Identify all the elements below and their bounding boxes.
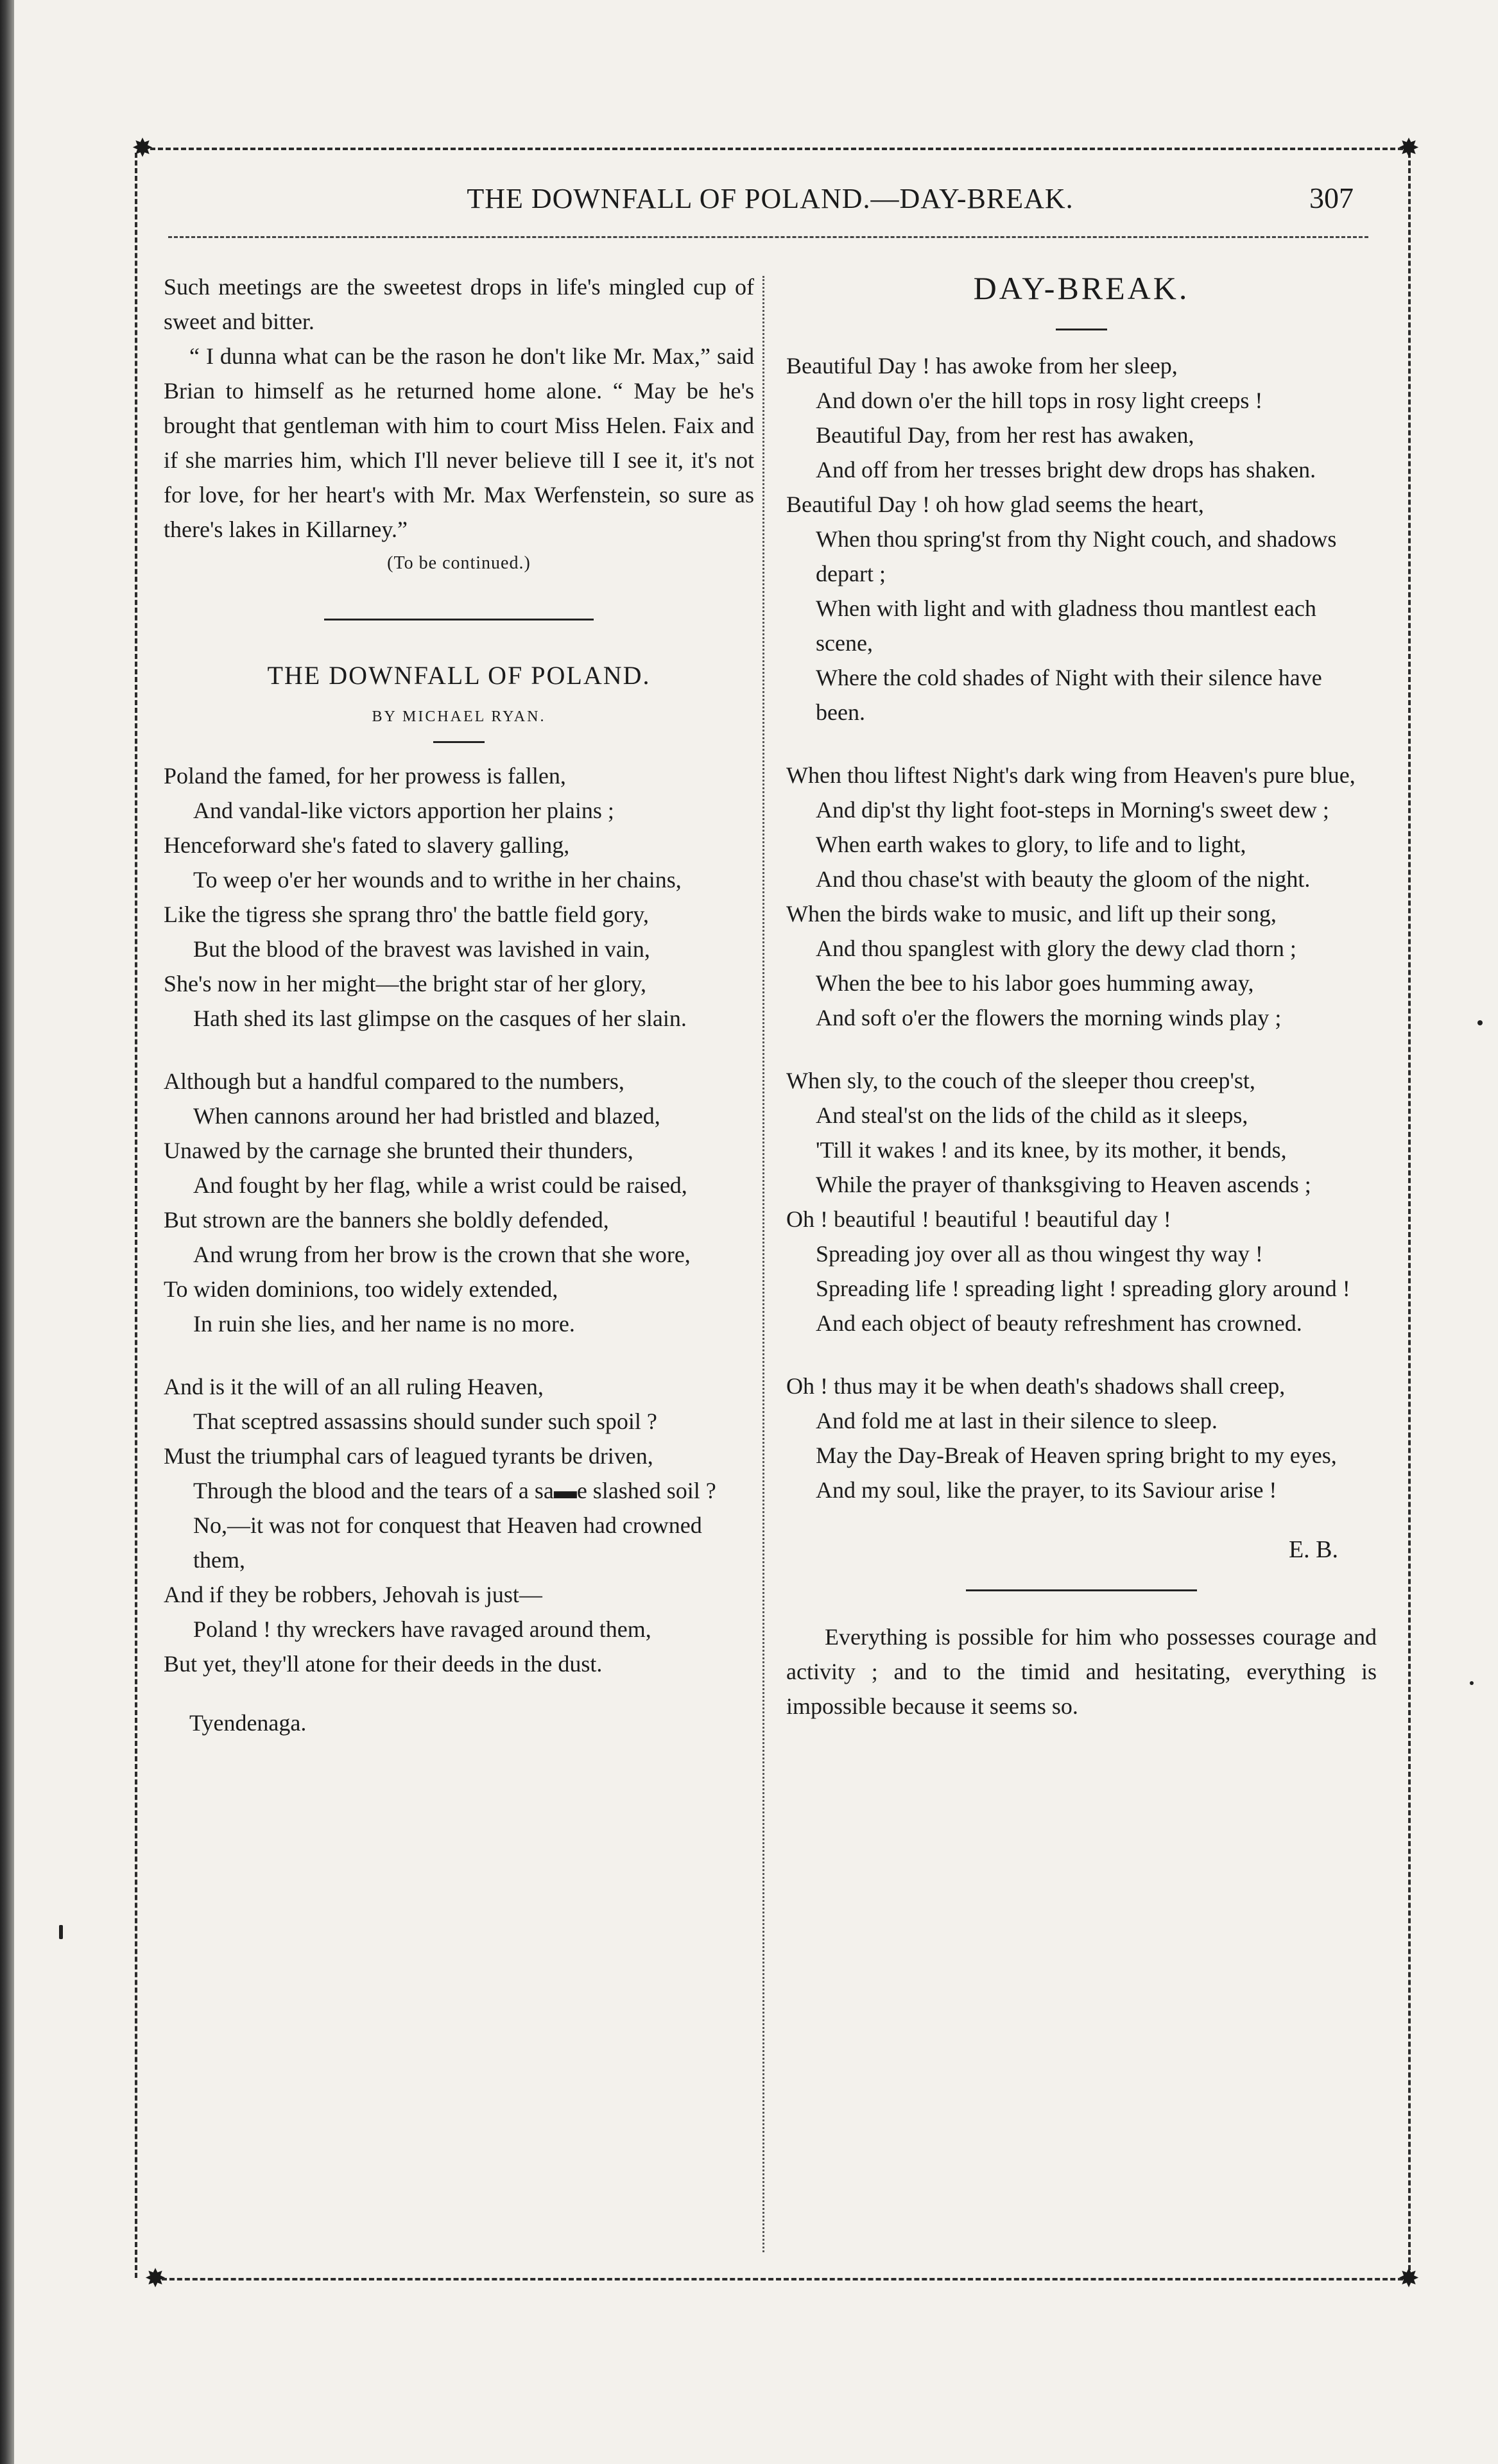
section-divider	[324, 619, 594, 620]
poem-line: And steal'st on the lids of the child as it sleeps,	[816, 1102, 1248, 1128]
poem-line: When earth wakes to glory, to life and to light,	[816, 832, 1246, 857]
story-excerpt	[164, 270, 754, 547]
poem-line: Must the triumphal cars of leagued tyrants be driven,	[164, 1443, 653, 1469]
poem-line: But yet, they'll atone for their deeds in the dust.	[164, 1651, 603, 1677]
stanza	[164, 1064, 754, 1341]
poem-line: Although but a handful compared to the numbers,	[164, 1068, 624, 1094]
book-spine-shadow	[0, 0, 14, 2464]
poem-line: May the Day-Break of Heaven spring bright to my eyes,	[816, 1442, 1337, 1468]
poem-line: When thou spring'st from thy Night couch, and shadows depart ;	[816, 526, 1337, 586]
poem-line: Oh ! thus may it be when death's shadows shall creep,	[786, 1373, 1286, 1399]
poem-body	[786, 348, 1377, 1507]
poem-line: Oh ! beautiful ! beautiful ! beautiful day !	[786, 1206, 1171, 1232]
poem-line: When sly, to the couch of the sleeper thou creep'st,	[786, 1068, 1255, 1093]
story-paragraph: “ I dunna what can be the rason he don't like Mr. Max,” said Brian to himself as he returned home alone. “ May be he's brought that gentleman with him to court Miss Helen. Faix and if she marries him, which I'll never believe till I see it, it's not for love, for her heart's with Mr. Max Werfenstein, so sure as there's lakes in Killarney.”	[164, 343, 754, 542]
ink-speck	[1477, 1020, 1483, 1025]
poem-line: And dip'st thy light foot-steps in Morning's sweet dew ;	[816, 797, 1329, 823]
poem-line: When the birds wake to music, and lift up their song,	[786, 901, 1277, 927]
poem-line: And off from her tresses bright dew drops has shaken.	[816, 457, 1316, 483]
header-rule	[168, 236, 1368, 238]
poem-place: Tyendenaga.	[189, 1710, 307, 1736]
poem-line: In ruin she lies, and her name is no more.	[193, 1311, 575, 1337]
poem-title: THE DOWNFALL OF POLAND.	[267, 661, 651, 690]
poem-byline: BY MICHAEL RYAN.	[372, 708, 546, 725]
stanza	[164, 758, 754, 1036]
column-divider	[762, 276, 764, 2252]
story-paragraph: Such meetings are the sweetest drops in life's mingled cup of sweet and bitter.	[164, 274, 754, 334]
poem-line: And vandal-like victors apportion her plains ;	[193, 798, 614, 823]
poem-line: And fought by her flag, while a wrist could be raised,	[193, 1172, 687, 1198]
poem-line: To weep o'er her wounds and to writhe in her chains,	[193, 867, 682, 893]
poem-line: And wrung from her brow is the crown that she wore,	[193, 1242, 691, 1267]
poem-line: Unawed by the carnage she brunted their thunders,	[164, 1138, 633, 1163]
poem-signature: E. B.	[1288, 1536, 1338, 1563]
decorative-border-right	[1408, 153, 1411, 2278]
left-column	[164, 270, 754, 1736]
poem-line: When thou liftest Night's dark wing from Heaven's pure blue,	[786, 762, 1356, 788]
poem-line: Where the cold shades of Night with their silence have been.	[816, 665, 1322, 725]
poem-line: Poland ! thy wreckers have ravaged around them,	[193, 1616, 651, 1642]
poem-line: 'Till it wakes ! and its knee, by its mother, it bends,	[816, 1137, 1287, 1163]
poem-line: When the bee to his labor goes humming away,	[816, 970, 1254, 996]
poem-line: Like the tigress she sprang thro' the battle field gory,	[164, 902, 649, 927]
corner-ornament-icon: ✸	[144, 2264, 166, 2293]
poem-line: And down o'er the hill tops in rosy light creeps !	[816, 388, 1263, 413]
poem-line: And is it the will of an all ruling Heaven,	[164, 1374, 544, 1399]
decorative-border-top	[142, 148, 1411, 150]
poem-line: And if they be robbers, Jehovah is just—	[164, 1582, 542, 1607]
stanza	[786, 1369, 1377, 1507]
title-rule	[1056, 329, 1107, 330]
poem-line: And each object of beauty refreshment has crowned.	[816, 1310, 1302, 1336]
poem-line: And fold me at last in their silence to sleep.	[816, 1408, 1218, 1433]
stanza	[164, 1369, 754, 1681]
poem-line: She's now in her might—the bright star of her glory,	[164, 971, 647, 997]
decorative-border-left	[135, 153, 137, 2278]
page-number: 307	[1309, 182, 1354, 214]
decorative-border-bottom	[154, 2278, 1411, 2280]
poem-line: But strown are the banners she boldly defended,	[164, 1207, 609, 1233]
poem-line: When with light and with gladness thou mantlest each scene,	[816, 595, 1316, 656]
running-head: THE DOWNFALL OF POLAND.—DAY-BREAK.	[467, 183, 1074, 214]
poem-line: Beautiful Day, from her rest has awaken,	[816, 422, 1194, 448]
closing-maxim	[786, 1620, 1377, 1724]
poem-line: Through the blood and the tears of a sa▬e slashed soil ?	[193, 1478, 716, 1503]
corner-ornament-icon: ✸	[132, 133, 153, 163]
poem-title: DAY-BREAK.	[973, 270, 1190, 306]
ink-speck	[1470, 1681, 1474, 1685]
right-column	[786, 270, 1377, 1724]
poem-body	[164, 758, 754, 1681]
section-divider	[966, 1589, 1197, 1591]
corner-ornament-icon: ✸	[1398, 2264, 1420, 2293]
byline-rule	[433, 741, 485, 743]
poem-line: Spreading life ! spreading light ! spreading glory around !	[816, 1276, 1350, 1301]
poem-line: Beautiful Day ! has awoke from her sleep,	[786, 353, 1178, 379]
maxim-text: Everything is possible for him who possesses courage and activity ; and to the timid and hesitating, everything is impossible because it seems so.	[786, 1624, 1377, 1719]
poem-line: But the blood of the bravest was lavished in vain,	[193, 936, 650, 962]
to-be-continued-note: (To be continued.)	[387, 553, 531, 573]
poem-line: Hath shed its last glimpse on the casques of her slain.	[193, 1005, 687, 1031]
poem-line: To widen dominions, too widely extended,	[164, 1276, 558, 1302]
poem-line: And thou spanglest with glory the dewy clad thorn ;	[816, 936, 1296, 961]
stanza	[786, 1063, 1377, 1340]
poem-line: While the prayer of thanksgiving to Heaven ascends ;	[816, 1172, 1311, 1197]
poem-line: And my soul, like the prayer, to its Saviour arise !	[816, 1477, 1277, 1503]
poem-line: Spreading joy over all as thou wingest thy way !	[816, 1241, 1263, 1267]
poem-line: Beautiful Day ! oh how glad seems the heart,	[786, 492, 1204, 517]
stanza	[786, 758, 1377, 1035]
poem-line: And soft o'er the flowers the morning winds play ;	[816, 1005, 1282, 1031]
poem-line: That sceptred assassins should sunder such spoil ?	[193, 1408, 657, 1434]
poem-line: Poland the famed, for her prowess is fallen,	[164, 763, 566, 789]
corner-ornament-icon: ✸	[1398, 133, 1420, 163]
poem-line: Henceforward she's fated to slavery galling,	[164, 832, 570, 858]
poem-line: And thou chase'st with beauty the gloom of the night.	[816, 866, 1311, 892]
poem-line: When cannons around her had bristled and blazed,	[193, 1103, 660, 1129]
poem-line: No,—it was not for conquest that Heaven had crowned them,	[193, 1512, 702, 1573]
ink-speck	[59, 1925, 63, 1939]
stanza	[786, 348, 1377, 730]
